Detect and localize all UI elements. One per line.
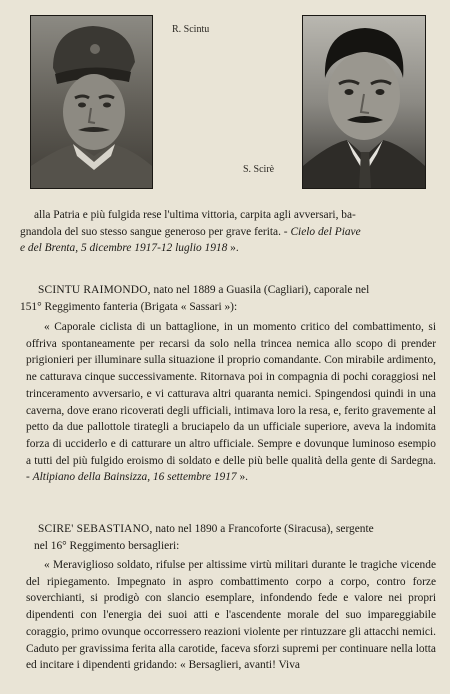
scire-name: SCIRE' SEBASTIANO, — [38, 523, 153, 535]
scintu-name: SCINTU RAIMONDO, — [38, 284, 151, 296]
scire-citation: « Meraviglioso soldato, rifulse per altissime virtù militari durante le tragiche vicende del ripiegamento. Impegnato in aspro combattimento corpo a corpo, contro forze soverchianti, si prodigò con slancio esemplare, infondendo fede e valore nei propri dipendenti con l'energia dei suoi atti e l'ascendente morale del suo impareggiabile coraggio, primo ovunque occorressero reazioni violente per rintuzzare gli attacchi nemici. Caduto per gravissima ferita alla carotide, faceva sforzi supremi per continuare nella lotta ed incitare i dipendenti gridando: « Bersaglieri, avanti! Viva — [26, 559, 436, 672]
scire-header — [20, 521, 436, 554]
text-line: 151° Reggimento fanteria (Brigata « Sassari »): — [20, 300, 238, 313]
text-line: gnandola del suo stesso sangue generoso per grave ferita. - Cielo del Piave — [20, 225, 361, 238]
text-line: SCIRE' SEBASTIANO, nato nel 1890 a Francoforte (Siracusa), sergente — [38, 523, 374, 535]
portrait-photo-scintu — [30, 15, 153, 189]
soldier-portrait-image — [31, 16, 152, 188]
portrait-photo-scire — [302, 15, 426, 189]
text-line: alla Patria e più fulgida rese l'ultima vittoria, carpita agli avversari, ba- — [34, 209, 356, 221]
scintu-citation: « Caporale ciclista di un battaglione, in un momento critico del combattimento, si offriva spontaneamente per recarsi da solo nella trincea nemica allo scopo di prender prigionieri per illuminare sulla situazione il proprio comandante. Con mirabile ardimento, ne catturava cinque successivamente. Ritornava poi in compagnia di pochi coraggiosi nel trinceramento avversario, e vi catturava altri quaranta nemici. Spingendosi quindi in una caverna, dove erano ricoverati degli ufficiali, intimava loro la resa, e, ferito gravemente al petto da due pallottole tirategli a bruciapelo da un ufficiale superiore, aveva la indomita forza di ucciderlo e di catturare un altro ufficiale. Sempre e dovunque luminoso esempio a tutti del più fulgido eroismo di soldato e delle più belle qualità della gente di Sardegna. - Altipiano della Bainsizza, 16 settembre 1917 ». — [26, 321, 436, 484]
text-line: SCINTU RAIMONDO, nato nel 1889 a Guasila (Cagliari), caporale nel — [38, 284, 370, 296]
previous-citation-ending — [20, 207, 436, 257]
caption-scire: S. Scirè — [243, 164, 275, 175]
text-line: e del Brenta, 5 dicembre 1917-12 luglio 1918 ». — [20, 242, 239, 255]
scintu-header — [20, 282, 436, 315]
civilian-portrait-image — [303, 16, 425, 188]
text-line: nel 16° Reggimento bersaglieri: — [34, 539, 180, 552]
caption-scintu: R. Scintu — [172, 24, 210, 35]
